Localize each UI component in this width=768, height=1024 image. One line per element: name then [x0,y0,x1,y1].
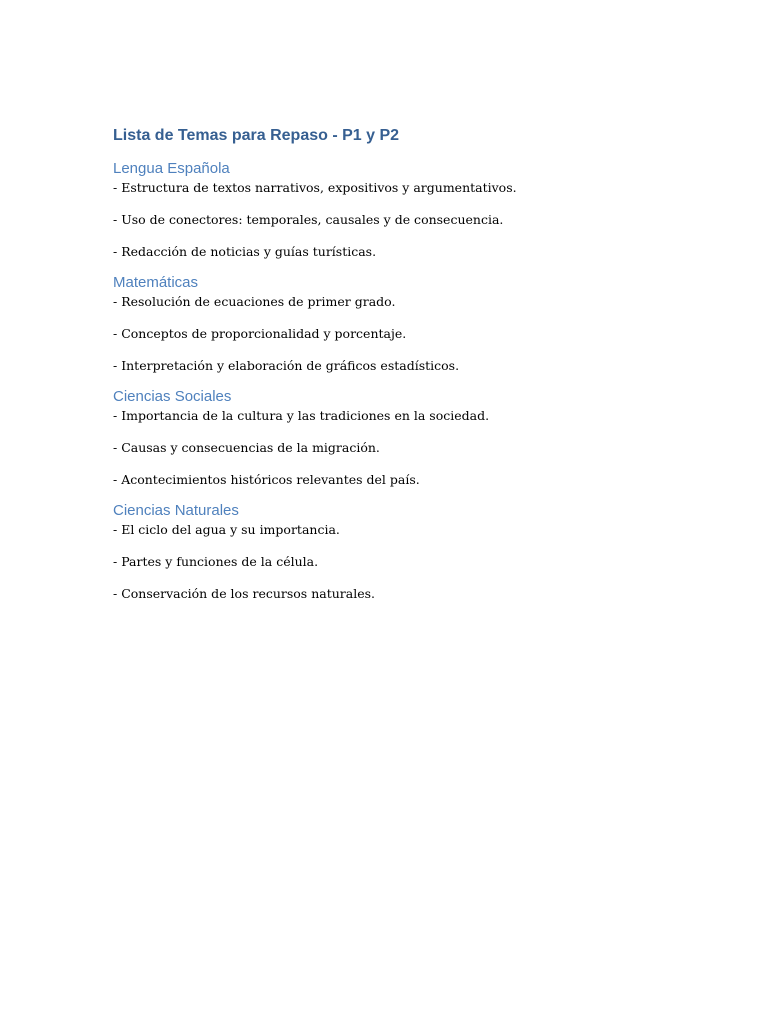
section-heading: Lengua Española [113,160,230,177]
list-item: - Interpretación y elaboración de gráficos estadísticos. [113,358,460,373]
section-matematicas [113,274,668,374]
document-title: Lista de Temas para Repaso - P1 y P2 [113,127,400,144]
section-lengua-espanola [113,160,668,260]
list-item: - Causas y consecuencias de la migración. [113,440,380,455]
list-item: - Conservación de los recursos naturales. [113,586,375,601]
section-ciencias-naturales [113,502,668,602]
list-item: - Acontecimientos históricos relevantes del país. [113,472,420,487]
list-item: - Partes y funciones de la célula. [113,554,319,569]
list-item: - Importancia de la cultura y las tradiciones en la sociedad. [113,408,490,423]
section-heading: Matemáticas [113,274,199,291]
section-heading: Ciencias Sociales [113,388,232,405]
list-item: - Estructura de textos narrativos, expositivos y argumentativos. [113,180,517,195]
list-item: - Resolución de ecuaciones de primer grado. [113,294,396,309]
list-item: - El ciclo del agua y su importancia. [113,522,340,537]
section-heading: Ciencias Naturales [113,502,239,519]
section-ciencias-sociales [113,388,668,488]
list-item: - Conceptos de proporcionalidad y porcentaje. [113,326,407,341]
list-item: - Uso de conectores: temporales, causales y de consecuencia. [113,212,504,227]
list-item: - Redacción de noticias y guías turísticas. [113,244,377,259]
